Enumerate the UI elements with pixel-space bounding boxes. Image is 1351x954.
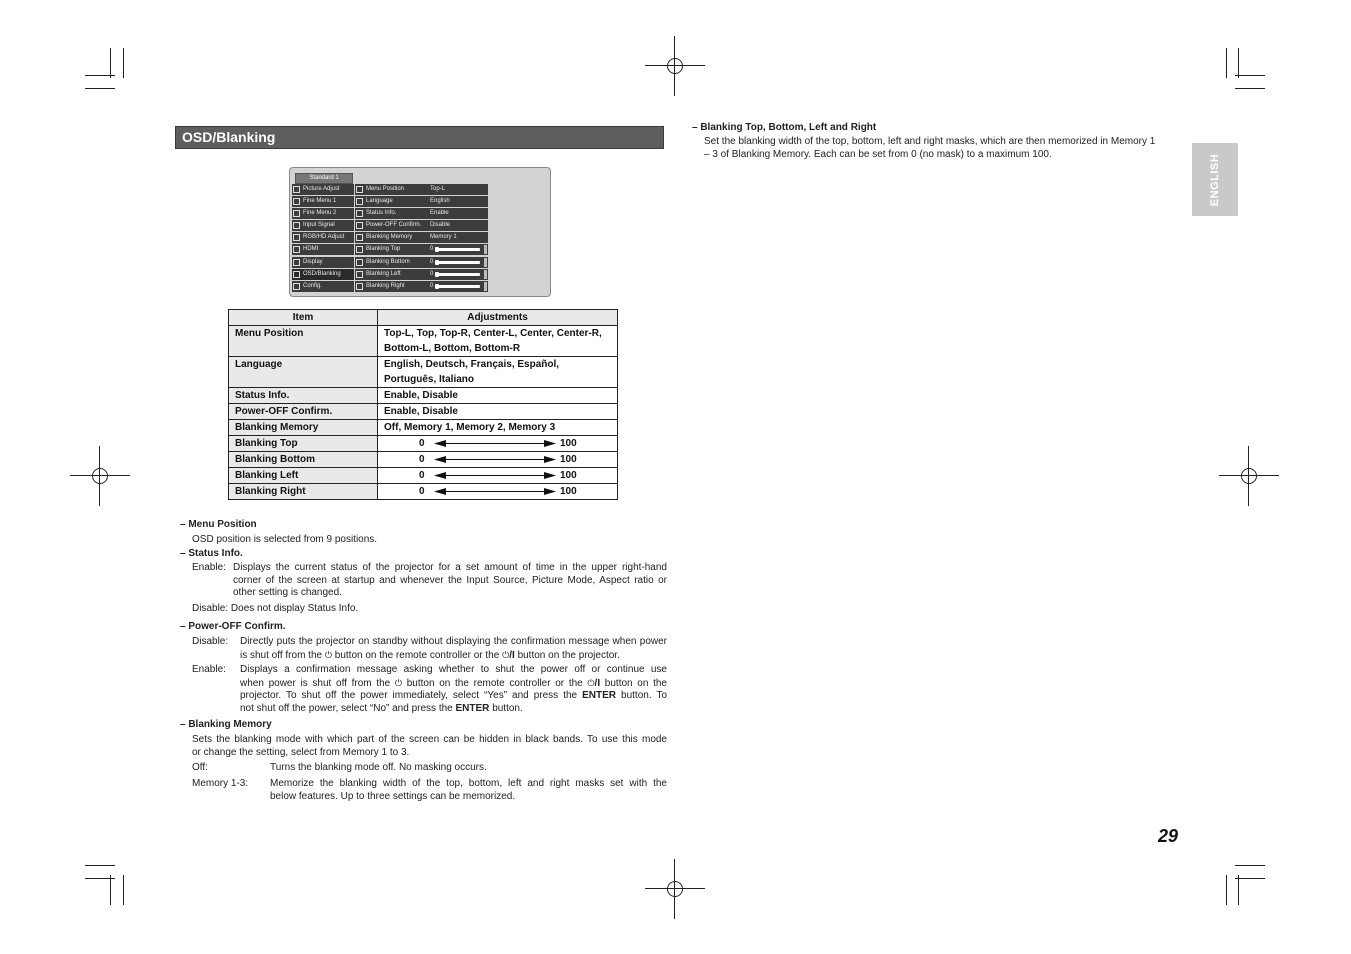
osd-menu-illustration — [289, 167, 551, 297]
osd-setting-row: Blanking Bottom 0 — [355, 257, 488, 268]
table-cell-item: Blanking Top — [229, 436, 378, 452]
table-cell-range: 0 100 — [378, 468, 618, 484]
standby-icon: ⏻ — [394, 677, 403, 688]
page-number: 29 — [1158, 826, 1179, 846]
menu-position-body: OSD position is selected from 9 positions. — [192, 534, 378, 545]
standby-on-icon: ⏻ — [587, 677, 595, 688]
osd-left-item-selected: OSD/Blanking — [292, 269, 354, 280]
osd-left-item: Fine Menu 1 — [292, 196, 354, 207]
table-row — [229, 420, 618, 436]
memory-icon — [356, 234, 363, 241]
config-icon — [293, 283, 300, 290]
standby-on-icon: ⏻ — [502, 649, 510, 660]
fine-menu-icon — [293, 210, 300, 217]
power-icon — [356, 222, 363, 229]
table-cell-adjustment: Top-L, Top, Top-R, Center-L, Center, Center-R, Bottom-L, Bottom, Bottom-R — [378, 326, 618, 357]
table-cell-adjustment: Enable, Disable — [378, 388, 618, 404]
table-cell-range: 0 100 — [378, 452, 618, 468]
osd-setting-row: Power-OFF Confirm. Disable — [355, 220, 488, 231]
blanking-memory-heading: – Blanking Memory — [180, 719, 272, 730]
osd-setting-row: Status Info. Enable — [355, 208, 488, 219]
osd-left-item: HDMI — [292, 244, 354, 255]
blanking-right-icon — [356, 283, 363, 290]
osd-left-item: Display — [292, 257, 354, 268]
osd-setting-row: Blanking Top 0 — [355, 244, 488, 255]
osd-slider: 0 — [430, 257, 488, 268]
range-arrow-icon — [434, 455, 556, 464]
blanking-left-icon — [356, 271, 363, 278]
display-icon — [293, 259, 300, 266]
table-cell-item: Status Info. — [229, 388, 378, 404]
status-disable-text: Disable: Does not display Status Info. — [192, 603, 359, 614]
osd-left-menu — [292, 184, 354, 293]
registration-mark-left — [70, 446, 130, 506]
column-header-adjustments: Adjustments — [378, 310, 618, 326]
power-disable-label: Disable: — [192, 636, 229, 647]
table-header-row — [229, 310, 618, 326]
picture-icon — [293, 186, 300, 193]
blanking-memory-body: Sets the blanking mode with which part of the screen can be hidden in black bands. To use this mode or change the setting, select from Memory 1 to 3. — [192, 734, 667, 758]
osd-tab-label: Standard 1 — [295, 173, 353, 184]
range-arrow-icon — [434, 471, 556, 480]
osd-slider: 0 — [430, 281, 488, 292]
table-row — [229, 388, 618, 404]
blanking-memory-label: Memory 1-3: — [192, 778, 249, 789]
table-cell-item: Blanking Memory — [229, 420, 378, 436]
table-row — [229, 484, 618, 500]
registration-mark-bottom — [645, 859, 705, 919]
status-icon — [356, 210, 363, 217]
blanking-tblr-body: Set the blanking width of the top, bottom, left and right masks, which are then memorized in Memory 1 – 3 of Blanking Memory. Each can be set from 0 (no mask) to a maximum 100. — [704, 136, 1156, 160]
blanking-tblr-heading: – Blanking Top, Bottom, Left and Right — [692, 122, 877, 133]
osd-setting-row: Blanking Right 0 — [355, 281, 488, 292]
osd-right-menu — [355, 184, 488, 293]
osd-left-item: Picture Adjust — [292, 184, 354, 195]
table-cell-range: 0 100 — [378, 436, 618, 452]
power-disable-text: Directly puts the projector on standby without displaying the confirmation message when power is shut off from the ⏻ button on the remote controller or the ⏻/I button on the projector. — [240, 636, 667, 661]
status-enable-label: Enable: — [192, 562, 226, 573]
fine-menu-icon — [293, 198, 300, 205]
menu-position-icon — [356, 186, 363, 193]
osd-icon — [293, 271, 300, 278]
adjustments-table — [228, 309, 618, 500]
range-arrow-icon — [434, 487, 556, 496]
power-enable-text: Displays a confirmation message asking whether to shut the power off or continue use when power is shut off from the ⏻ button on the remote controller or the ⏻/I button on the projector. To shut off the power immediately, select “Yes” and press the ENTER button. To not shut off the power, select “No” and press the ENTER button. — [240, 664, 668, 714]
osd-setting-row: Blanking Memory Memory 1 — [355, 232, 488, 243]
input-icon — [293, 222, 300, 229]
table-cell-item: Blanking Left — [229, 468, 378, 484]
table-row — [229, 436, 618, 452]
osd-left-item: Input Signal — [292, 220, 354, 231]
osd-left-item: RGB/HD Adjust — [292, 232, 354, 243]
rgb-icon — [293, 234, 300, 241]
table-row — [229, 404, 618, 420]
blanking-off-label: Off: — [192, 762, 208, 773]
status-info-heading: – Status Info. — [180, 548, 243, 559]
blanking-memory-text: Memorize the blanking width of the top, bottom, left and right masks set with the below features. Up to three settings can be memorized. — [270, 778, 667, 802]
power-enable-label: Enable: — [192, 664, 226, 675]
osd-slider: 0 — [430, 269, 488, 280]
language-icon — [356, 198, 363, 205]
osd-setting-row: Menu Position Top-L — [355, 184, 488, 195]
registration-mark-right — [1219, 446, 1279, 506]
table-cell-item: Blanking Right — [229, 484, 378, 500]
standby-icon: ⏻ — [324, 649, 332, 660]
osd-slider: 0 — [430, 244, 488, 255]
table-cell-item: Language — [229, 357, 378, 388]
table-cell-adjustment: English, Deutsch, Français, Español, Português, Italiano — [378, 357, 618, 388]
blanking-bottom-icon — [356, 259, 363, 266]
registration-mark-top — [645, 36, 705, 96]
osd-left-item: Config. — [292, 281, 354, 292]
range-arrow-icon — [434, 439, 556, 448]
blanking-top-icon — [356, 246, 363, 253]
section-title: OSD/Blanking — [175, 126, 664, 149]
table-row — [229, 452, 618, 468]
osd-setting-row: Blanking Left 0 — [355, 269, 488, 280]
table-cell-item: Menu Position — [229, 326, 378, 357]
table-cell-item: Power-OFF Confirm. — [229, 404, 378, 420]
language-side-tab: ENGLISH — [1192, 143, 1238, 216]
table-cell-adjustment: Off, Memory 1, Memory 2, Memory 3 — [378, 420, 618, 436]
table-cell-range: 0 100 — [378, 484, 618, 500]
table-cell-item: Blanking Bottom — [229, 452, 378, 468]
menu-position-heading: – Menu Position — [180, 519, 257, 530]
table-row — [229, 357, 618, 388]
blanking-off-text: Turns the blanking mode off. No masking occurs. — [270, 762, 487, 773]
hdmi-icon — [293, 246, 300, 253]
table-cell-adjustment: Enable, Disable — [378, 404, 618, 420]
table-row — [229, 468, 618, 484]
osd-left-item: Fine Menu 2 — [292, 208, 354, 219]
status-enable-text: Displays the current status of the projector for a set amount of time in the upper right-hand corner of the screen at startup and whenever the Input Source, Picture Mode, Aspect ratio or other setting is changed. — [233, 562, 667, 598]
power-off-heading: – Power-OFF Confirm. — [180, 621, 286, 632]
column-header-item: Item — [229, 310, 378, 326]
table-row — [229, 326, 618, 357]
osd-setting-row: Language English — [355, 196, 488, 207]
